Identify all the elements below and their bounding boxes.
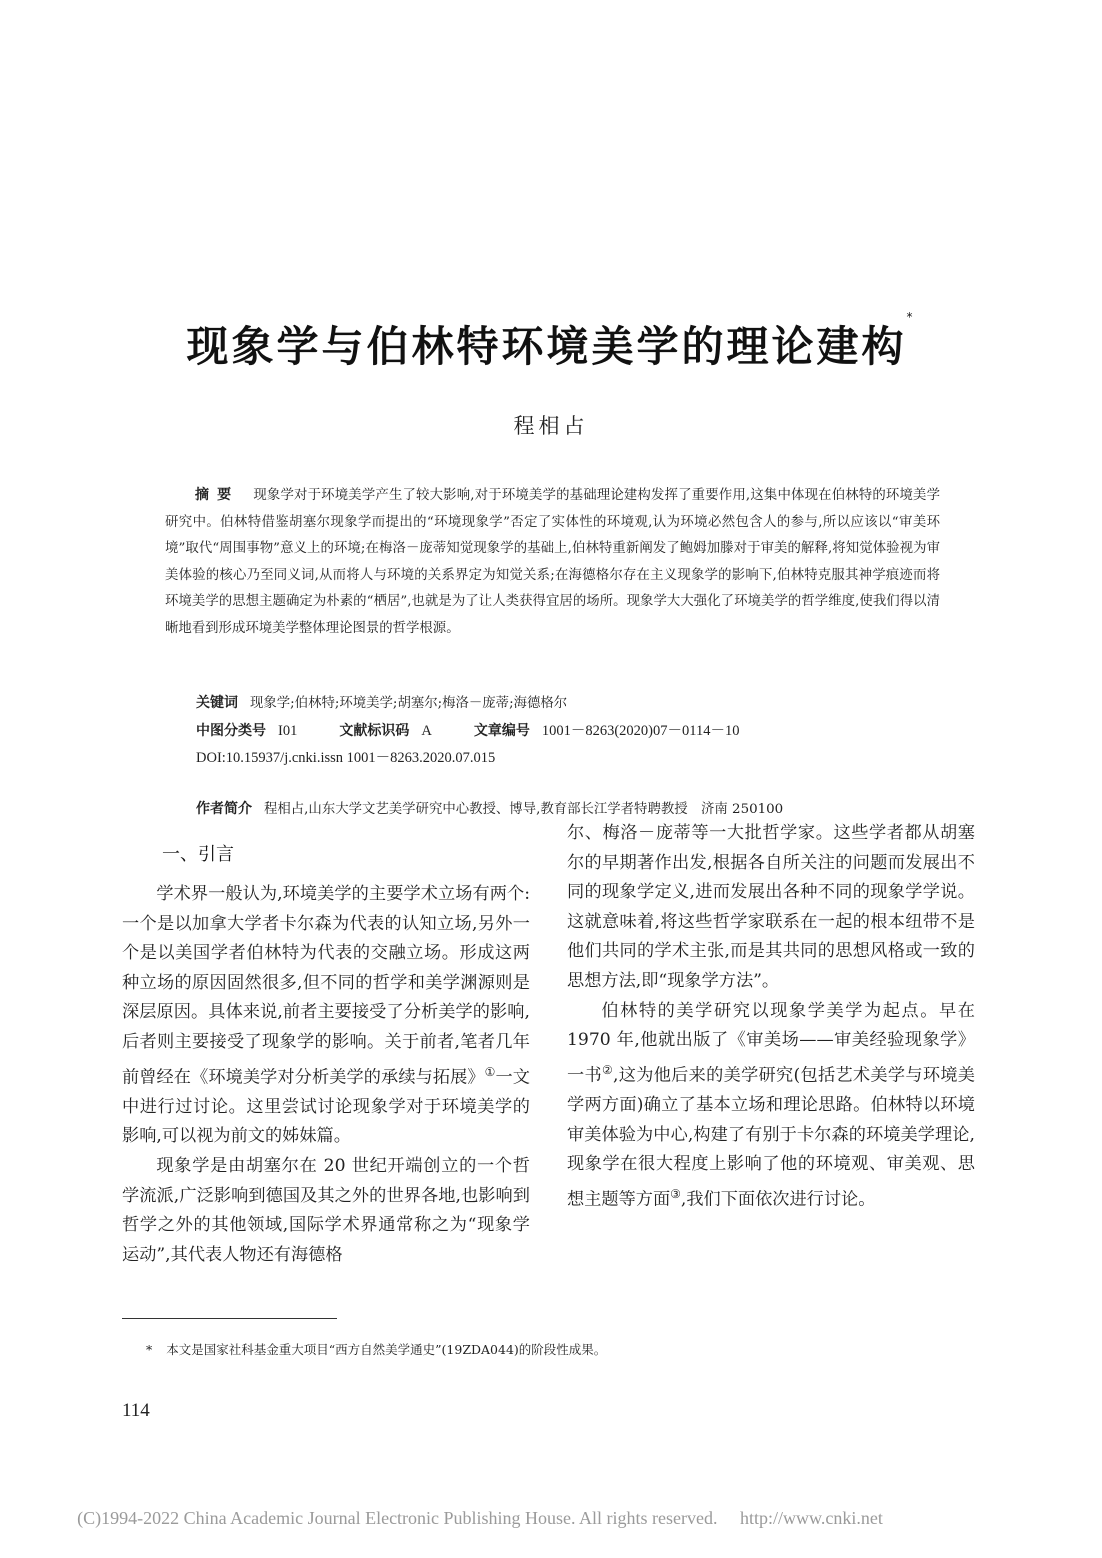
doi[interactable]: DOI:10.15937/j.cnki.issn 1001－8263.2020.07.015 xyxy=(196,750,496,766)
paragraph xyxy=(567,997,975,1216)
author-bio-text: 程相占,山东大学文艺美学研究中心教授、博导,教育部长江学者特聘教授 济南 250100 xyxy=(264,802,784,817)
footnote xyxy=(146,1340,606,1358)
copyright-watermark: (C)1994-2022 China Academic Journal Electronic Publishing House. All rights reserved. http://www.cnki.net xyxy=(77,1508,883,1528)
paragraph-text: 一文中进行过讨论。这里尝试讨论现象学对于环境美学的影响,可以视为前文的姊妹篇。 xyxy=(122,1067,530,1147)
classification-line xyxy=(196,719,739,740)
footnote-text: 本文是国家社科基金重大项目“西方自然美学通史”(19ZDA044)的阶段性成果。 xyxy=(166,1342,607,1357)
article-title-text: 现象学与伯林特环境美学的理论建构 xyxy=(186,322,907,372)
title-footnote-mark[interactable]: * xyxy=(906,310,916,325)
abstract-text: 现象学对于环境美学产生了较大影响,对于环境美学的基础理论建构发挥了重要作用,这集中体现在伯林特的环境美学研究中。伯林特借鉴胡塞尔现象学而提出的“环境现象学”否定了实体性的环境观,认为环境必然包含人的参与,所以应该以“审美环境”取代“周围事物”意义上的环境;在梅洛－庞蒂知觉现象学的基础上,伯林特重新阐发了鲍姆加滕对于审美的解释,将知觉体验视为审美体验的核心乃至同义词,从而将人与环境的关系界定为知觉关系;在海德格尔存在主义现象学的影响下,伯林特克服其神学痕迹而将环境美学的思想主题确定为朴素的“栖居”,也就是为了让人类获得宜居的场所。现象学大大强化了环境美学的哲学维度,使我们得以清晰地看到形成环境美学整体理论图景的哲学根源。 xyxy=(165,488,940,636)
paragraph-text: ,我们下面依次进行讨论。 xyxy=(680,1189,876,1210)
footnote-divider xyxy=(122,1318,337,1319)
keywords-text: 现象学;伯林特;环境美学;胡塞尔;梅洛－庞蒂;海德格尔 xyxy=(250,696,568,711)
paragraph-continued: 尔、梅洛－庞蒂等一大批哲学家。这些学者都从胡塞尔的早期著作出发,根据各自所关注的问题而发展出不同的现象学定义,进而发展出各种不同的现象学学说。这就意味着,将这些哲学家联系在一起的根本纽带不是他们共同的学术主张,而是其共同的思想风格或一致的思想方法,即“现象学方法”。 xyxy=(567,823,975,991)
right-column xyxy=(567,819,975,1215)
author-bio xyxy=(196,798,783,818)
paragraph-text: ,这为他后来的美学研究(包括艺术美学与环境美学两方面)确立了基本立场和理论思路。伯林特以环境审美体验为中心,构建了有别于卡尔森的环境美学理论,现象学在很大程度上影响了他的环境观、审美观、思想主题等方面 xyxy=(567,1065,975,1210)
paragraph-text: 学术界一般认为,环境美学的主要学术立场有两个:一个是以加拿大学者卡尔森为代表的认知立场,另外一个是以美国学者伯林特为代表的交融立场。形成这两种立场的原因固然很多,但不同的哲学和美学渊源则是深层原因。具体来说,前者主要接受了分析美学的影响,后者则主要接受了现象学的影响。关于前者,笔者几年前曾经在《环境美学对分析美学的承续与拓展》 xyxy=(122,884,530,1088)
article-no-value: 1001－8263(2020)07－0114－10 xyxy=(541,723,740,739)
author-name: 程相占 xyxy=(513,414,589,438)
paragraph xyxy=(122,880,530,1152)
author-bio-label: 作者简介 xyxy=(196,801,252,817)
footnote-ref-2[interactable]: ② xyxy=(601,1062,613,1077)
paragraph-text: 伯林特的美学研究以现象学美学为起点。早在 1970 年,他就出版了《审美场——审美经验现象学》一书 xyxy=(567,1000,975,1086)
left-column xyxy=(122,880,530,1270)
abstract xyxy=(165,482,940,642)
doc-code-label: 文献标识码 xyxy=(339,723,410,739)
clc-value: I01 xyxy=(278,723,298,739)
page-number: 114 xyxy=(122,1400,150,1421)
footnote-ref-1[interactable]: ① xyxy=(484,1064,496,1079)
keywords-label: 关键词 xyxy=(196,695,238,711)
footnote-mark: * xyxy=(146,1342,153,1357)
doc-code-value: A xyxy=(421,723,432,739)
section-heading: 一、引言 xyxy=(162,844,234,865)
paragraph: 现象学是由胡塞尔在 20 世纪开端创立的一个哲学流派,广泛影响到德国及其之外的世界各地,也影响到哲学之外的其他领域,国际学术界通常称之为“现象学运动”,其代表人物还有海德格 xyxy=(122,1156,530,1265)
clc-label: 中图分类号 xyxy=(196,723,266,739)
article-title xyxy=(0,310,1102,374)
footnote-ref-3[interactable]: ③ xyxy=(670,1186,681,1201)
article-no-label: 文章编号 xyxy=(473,723,530,739)
doi-line xyxy=(196,746,495,767)
keywords xyxy=(196,692,567,712)
abstract-label: 摘要 xyxy=(195,487,240,503)
